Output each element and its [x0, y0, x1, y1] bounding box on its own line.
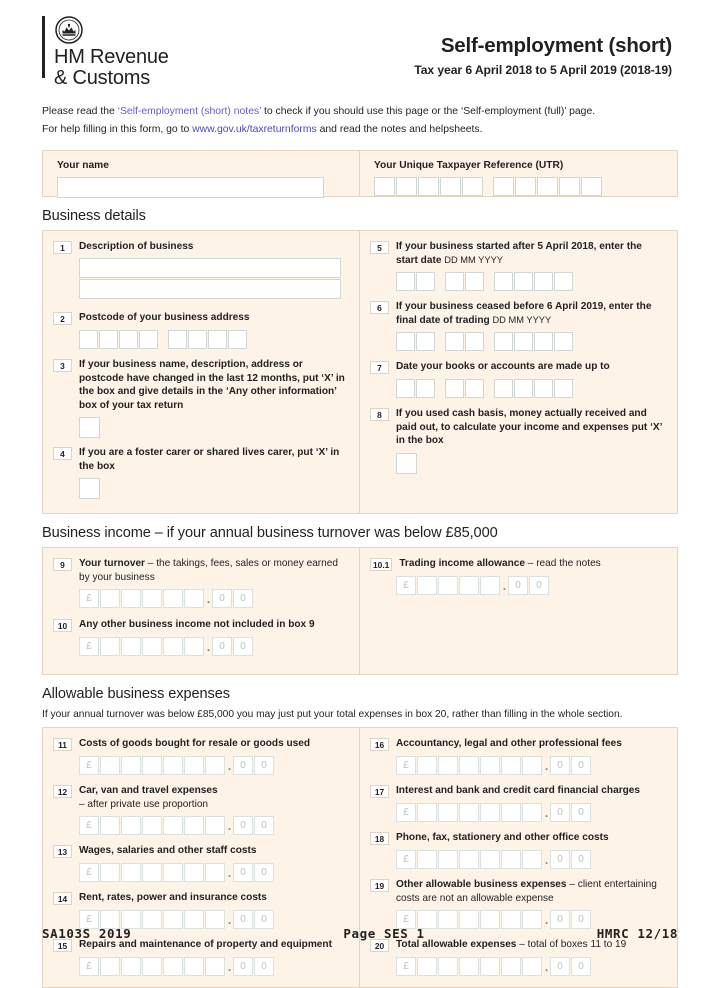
currency-symbol: £ — [396, 756, 416, 775]
amount-cell[interactable] — [163, 863, 183, 882]
amount-cell[interactable] — [100, 957, 120, 976]
postcode-cell[interactable] — [188, 330, 207, 349]
decimal-point: . — [544, 959, 549, 974]
question-19-text-rest: – client entertaining costs are not an allowable expense — [396, 879, 657, 904]
amount-cell[interactable] — [142, 957, 162, 976]
box-number-19: 19 — [370, 879, 389, 892]
page-header — [30, 0, 690, 89]
box-number-1: 1 — [53, 241, 72, 254]
decimal-point: . — [227, 758, 232, 773]
question-19-text: Other allowable business expenses — [396, 879, 567, 890]
amount-cell[interactable] — [142, 589, 162, 608]
question-3 — [53, 358, 347, 412]
utr-cell[interactable] — [418, 177, 439, 196]
pence-cell[interactable]: 0 — [508, 576, 528, 595]
postcode-cell[interactable] — [99, 330, 118, 349]
box-number-3: 3 — [53, 359, 72, 372]
question-17-label: Interest and bank and credit card financial charges — [396, 785, 641, 796]
box-number-6: 6 — [370, 301, 389, 314]
ceased-date-mm-cell[interactable] — [465, 332, 484, 351]
intro-line-1 — [42, 103, 678, 121]
decimal-point: . — [227, 959, 232, 974]
question-1-label: Description of business — [79, 241, 194, 252]
amount-cell[interactable] — [184, 756, 204, 775]
wages-salaries-input[interactable] — [79, 863, 347, 882]
section-heading-allowable-expenses: Allowable business expenses — [42, 686, 230, 702]
amount-cell[interactable] — [184, 957, 204, 976]
footer-form-code: SA103S 2019 — [42, 926, 132, 941]
allowable-expenses-left-column — [43, 728, 360, 987]
amount-cell[interactable] — [121, 637, 141, 656]
question-6 — [370, 300, 665, 327]
decimal-point: . — [227, 818, 232, 833]
amount-cell[interactable] — [480, 803, 500, 822]
currency-symbol: £ — [396, 910, 416, 929]
currency-symbol: £ — [79, 589, 99, 608]
start-date-yyyy-cell[interactable] — [514, 272, 533, 291]
question-10-1-text: Trading income allowance — [399, 558, 525, 569]
pence-cell[interactable]: 0 — [571, 850, 591, 869]
question-13-label: Wages, salaries and other staff costs — [79, 845, 257, 856]
pence-cell[interactable]: 0 — [254, 816, 274, 835]
decimal-point: . — [227, 912, 232, 927]
amount-cell[interactable] — [142, 756, 162, 775]
turnover-amount-input[interactable] — [79, 589, 347, 608]
amount-cell[interactable] — [438, 850, 458, 869]
box-number-2: 2 — [53, 312, 72, 325]
amount-cell[interactable] — [459, 803, 479, 822]
interest-bank-charges-input[interactable] — [396, 803, 665, 822]
tax-year-subtitle: Tax year 6 April 2018 to 5 April 2019 (2018-19) — [414, 63, 672, 77]
business-details-right-column — [360, 231, 677, 513]
question-11-label: Costs of goods bought for resale or goods used — [79, 738, 311, 749]
pence-cell[interactable]: 0 — [254, 863, 274, 882]
ceased-date-yyyy-cell[interactable] — [514, 332, 533, 351]
pence-cell[interactable]: 0 — [571, 957, 591, 976]
decimal-point: . — [544, 758, 549, 773]
currency-symbol: £ — [396, 850, 416, 869]
decimal-point: . — [544, 912, 549, 927]
decimal-point: . — [206, 591, 211, 606]
utr-input[interactable] — [374, 177, 663, 196]
question-16 — [370, 737, 665, 751]
start-date-yyyy-cell[interactable] — [554, 272, 573, 291]
amount-cell[interactable] — [100, 589, 120, 608]
box-number-16: 16 — [370, 738, 389, 751]
intro-line2-a: For help filling in this form, go to — [42, 124, 193, 135]
description-of-business-input-line1[interactable] — [79, 258, 341, 278]
question-10-1-label — [399, 557, 600, 571]
accounts-date-yyyy-cell[interactable] — [554, 379, 573, 398]
amount-cell[interactable] — [480, 576, 500, 595]
start-date-dd-cell[interactable] — [396, 272, 415, 291]
utr-cell[interactable] — [581, 177, 602, 196]
question-2 — [53, 311, 347, 325]
utr-column — [360, 151, 677, 196]
repairs-maintenance-input[interactable] — [79, 957, 347, 976]
question-11 — [53, 737, 347, 751]
accounts-date-dd-cell[interactable] — [416, 379, 435, 398]
amount-cell[interactable] — [522, 850, 542, 869]
amount-cell[interactable] — [522, 803, 542, 822]
amount-cell[interactable] — [205, 756, 225, 775]
intro-line-2 — [42, 121, 678, 139]
question-19-label — [396, 878, 665, 905]
utr-cell[interactable] — [493, 177, 514, 196]
utr-cell[interactable] — [537, 177, 558, 196]
amount-cell[interactable] — [438, 576, 458, 595]
amount-cell[interactable] — [163, 957, 183, 976]
question-13 — [53, 844, 347, 858]
postcode-cell[interactable] — [119, 330, 138, 349]
question-8-label: If you used cash basis, money actually received and paid out, to calculate your income and expenses put ‘X’ in the box — [396, 408, 662, 446]
postcode-cell[interactable] — [79, 330, 98, 349]
amount-cell[interactable] — [438, 957, 458, 976]
pence-cell[interactable]: 0 — [212, 589, 232, 608]
amount-cell[interactable] — [459, 850, 479, 869]
decimal-point: . — [502, 578, 507, 593]
amount-cell[interactable] — [121, 863, 141, 882]
pence-cell[interactable]: 0 — [233, 816, 253, 835]
amount-cell[interactable] — [100, 756, 120, 775]
intro-text — [42, 103, 678, 139]
question-9-text-rest: – the takings, fees, sales or money earned by your business — [79, 558, 339, 583]
amount-cell[interactable] — [522, 957, 542, 976]
amount-cell[interactable] — [501, 803, 521, 822]
amount-cell[interactable] — [438, 756, 458, 775]
currency-symbol: £ — [79, 816, 99, 835]
question-5-label — [396, 240, 665, 267]
question-19 — [370, 878, 665, 905]
question-9-text: Your turnover — [79, 558, 145, 569]
question-9-label — [79, 557, 347, 584]
amount-cell[interactable] — [480, 957, 500, 976]
total-allowable-expenses-input[interactable] — [396, 957, 665, 976]
question-18-label: Phone, fax, stationery and other office costs — [396, 832, 609, 843]
currency-symbol: £ — [79, 863, 99, 882]
business-details-panel — [42, 230, 678, 514]
amount-cell[interactable] — [184, 863, 204, 882]
start-date-mm-cell[interactable] — [445, 272, 464, 291]
accountancy-legal-input[interactable] — [396, 756, 665, 775]
section-heading-business-details: Business details — [42, 208, 146, 224]
amount-cell[interactable] — [417, 850, 437, 869]
allowable-expenses-note: If your annual turnover was below £85,000 you may just put your total expenses in box 20, rather than filling in the whole section. — [42, 709, 623, 720]
amount-cell[interactable] — [501, 756, 521, 775]
description-of-business-input-line2[interactable] — [79, 279, 341, 299]
amount-cell[interactable] — [121, 816, 141, 835]
brand-rule — [42, 16, 45, 78]
box-number-15: 15 — [53, 939, 72, 952]
pence-cell[interactable]: 0 — [233, 957, 253, 976]
decimal-point: . — [227, 865, 232, 880]
currency-symbol: £ — [79, 756, 99, 775]
allowable-expenses-panel — [42, 727, 678, 988]
pence-cell[interactable]: 0 — [571, 910, 591, 929]
identity-panel — [42, 150, 678, 197]
postcode-cell[interactable] — [228, 330, 247, 349]
amount-cell[interactable] — [459, 576, 479, 595]
foster-carer-tickbox[interactable] — [79, 478, 100, 499]
ceased-date-mm-cell[interactable] — [445, 332, 464, 351]
currency-symbol: £ — [396, 803, 416, 822]
pence-cell[interactable]: 0 — [550, 957, 570, 976]
question-2-label: Postcode of your business address — [79, 312, 250, 323]
ceased-date-dd-cell[interactable] — [416, 332, 435, 351]
pence-cell[interactable]: 0 — [550, 850, 570, 869]
ceased-date-yyyy-cell[interactable] — [494, 332, 513, 351]
question-10-label: Any other business income not included in box 9 — [79, 619, 315, 630]
postcode-cell[interactable] — [208, 330, 227, 349]
box-number-11: 11 — [53, 738, 72, 751]
business-income-panel — [42, 547, 678, 675]
pence-cell[interactable]: 0 — [550, 756, 570, 775]
utr-cell[interactable] — [515, 177, 536, 196]
start-date-yyyy-cell[interactable] — [494, 272, 513, 291]
question-14 — [53, 891, 347, 905]
hmrc-branding — [42, 14, 169, 89]
page-title: Self-employment (short) — [440, 34, 672, 57]
utr-cell[interactable] — [374, 177, 395, 196]
accounts-date-yyyy-cell[interactable] — [494, 379, 513, 398]
amount-cell[interactable] — [121, 589, 141, 608]
box-number-8: 8 — [370, 408, 389, 421]
amount-cell[interactable] — [417, 756, 437, 775]
question-7-label: Date your books or accounts are made up to — [396, 361, 610, 372]
trading-income-allowance-input[interactable] — [396, 576, 665, 595]
amount-cell[interactable] — [163, 756, 183, 775]
decimal-point: . — [206, 639, 211, 654]
amount-cell[interactable] — [142, 863, 162, 882]
pence-cell[interactable]: 0 — [571, 756, 591, 775]
question-5 — [370, 240, 665, 267]
question-4-label: If you are a foster carer or shared lives carer, put ‘X’ in the box — [79, 447, 340, 472]
box-number-13: 13 — [53, 845, 72, 858]
pence-cell[interactable]: 0 — [233, 910, 253, 929]
hmrc-name-line1: HM Revenue — [54, 46, 169, 68]
question-17 — [370, 784, 665, 798]
start-date-dd-cell[interactable] — [416, 272, 435, 291]
pence-cell[interactable]: 0 — [233, 756, 253, 775]
amount-cell[interactable] — [501, 957, 521, 976]
question-7 — [370, 360, 665, 374]
amount-cell[interactable] — [205, 863, 225, 882]
postcode-input[interactable] — [79, 330, 347, 349]
currency-symbol: £ — [396, 576, 416, 595]
question-15-label: Repairs and maintenance of property and equipment — [79, 939, 332, 950]
postcode-cell[interactable] — [139, 330, 158, 349]
box-number-18: 18 — [370, 832, 389, 845]
pence-cell[interactable]: 0 — [233, 637, 253, 656]
section-heading-business-income: Business income – if your annual business turnover was below £85,000 — [42, 525, 498, 541]
page-footer — [42, 926, 678, 941]
box-number-10-1: 10.1 — [370, 558, 392, 571]
currency-symbol: £ — [79, 637, 99, 656]
amount-cell[interactable] — [100, 863, 120, 882]
question-10-1 — [370, 557, 665, 571]
intro-line1-a: Please read the — [42, 106, 118, 117]
question-10 — [53, 618, 347, 632]
pence-cell[interactable]: 0 — [550, 803, 570, 822]
box-number-17: 17 — [370, 785, 389, 798]
utr-cell[interactable] — [559, 177, 580, 196]
question-20-text-rest: – total of boxes 11 to 19 — [516, 939, 627, 950]
amount-cell[interactable] — [184, 816, 204, 835]
accounts-date-dd-cell[interactable] — [396, 379, 415, 398]
amount-cell[interactable] — [100, 637, 120, 656]
box-number-4: 4 — [53, 447, 72, 460]
question-6-label — [396, 300, 665, 327]
amount-cell[interactable] — [205, 816, 225, 835]
your-name-input[interactable] — [57, 177, 324, 198]
pence-cell[interactable]: 0 — [571, 803, 591, 822]
intro-line2-b: and read the notes and helpsheets. — [316, 124, 483, 135]
pence-cell[interactable]: 0 — [254, 910, 274, 929]
hmrc-name-line2: & Customs — [54, 67, 151, 89]
question-5-text: If your business started after 5 April 2018, enter the start date — [396, 241, 642, 266]
amount-cell[interactable] — [205, 957, 225, 976]
currency-symbol: £ — [79, 957, 99, 976]
box-number-9: 9 — [53, 558, 72, 571]
other-income-amount-input[interactable] — [79, 637, 347, 656]
accounts-date-input[interactable] — [396, 379, 665, 398]
amount-cell[interactable] — [480, 756, 500, 775]
cost-of-goods-input[interactable] — [79, 756, 347, 775]
box-number-12: 12 — [53, 785, 72, 798]
amount-cell[interactable] — [121, 957, 141, 976]
question-12 — [53, 784, 347, 811]
question-18 — [370, 831, 665, 845]
business-details-changed-tickbox[interactable] — [79, 417, 100, 438]
amount-cell[interactable] — [501, 850, 521, 869]
amount-cell[interactable] — [163, 589, 183, 608]
utr-cell[interactable] — [396, 177, 417, 196]
ceased-date-yyyy-cell[interactable] — [554, 332, 573, 351]
utr-cell[interactable] — [440, 177, 461, 196]
amount-cell[interactable] — [100, 816, 120, 835]
box-number-20: 20 — [370, 939, 389, 952]
accounts-date-mm-cell[interactable] — [445, 379, 464, 398]
box-number-7: 7 — [370, 361, 389, 374]
phone-office-costs-input[interactable] — [396, 850, 665, 869]
amount-cell[interactable] — [417, 576, 437, 595]
question-12-label — [79, 784, 218, 811]
pence-cell[interactable]: 0 — [254, 957, 274, 976]
accounts-date-mm-cell[interactable] — [465, 379, 484, 398]
box-number-14: 14 — [53, 892, 72, 905]
currency-symbol: £ — [396, 957, 416, 976]
decimal-point: . — [544, 805, 549, 820]
utr-label: Your Unique Taxpayer Reference (UTR) — [374, 160, 564, 171]
amount-cell[interactable] — [121, 756, 141, 775]
business-income-left-column — [43, 548, 360, 674]
business-income-right-column — [360, 548, 677, 674]
amount-cell[interactable] — [480, 850, 500, 869]
start-date-input[interactable] — [396, 272, 665, 291]
box-number-5: 5 — [370, 241, 389, 254]
amount-cell[interactable] — [459, 756, 479, 775]
pence-cell[interactable]: 0 — [233, 589, 253, 608]
question-12-text: Car, van and travel expenses — [79, 785, 218, 796]
accounts-date-yyyy-cell[interactable] — [534, 379, 553, 398]
question-8 — [370, 407, 665, 448]
utr-cell[interactable] — [462, 177, 483, 196]
question-1 — [53, 240, 347, 254]
amount-cell[interactable] — [438, 803, 458, 822]
accounts-date-yyyy-cell[interactable] — [514, 379, 533, 398]
royal-crown-icon — [54, 15, 84, 45]
ceased-date-yyyy-cell[interactable] — [534, 332, 553, 351]
title-block — [414, 14, 678, 77]
intro-line1-b: to check if you should use this page or the ‘Self-employment (full)’ page. — [261, 106, 596, 117]
car-van-travel-input[interactable] — [79, 816, 347, 835]
amount-cell[interactable] — [184, 589, 204, 608]
start-date-mm-cell[interactable] — [465, 272, 484, 291]
ceased-date-dd-cell[interactable] — [396, 332, 415, 351]
question-14-label: Rent, rates, power and insurance costs — [79, 892, 267, 903]
your-name-label: Your name — [57, 160, 109, 171]
decimal-point: . — [544, 852, 549, 867]
footer-hmrc-ref: HMRC 12/18 — [596, 926, 678, 941]
question-10-1-text-rest: – read the notes — [524, 558, 601, 569]
amount-cell[interactable] — [417, 803, 437, 822]
question-3-label: If your business name, description, address or postcode have changed in the last 12 months, put ‘X’ in the box and give details in the ‘Any other information’ box of your tax return — [79, 359, 345, 411]
amount-cell[interactable] — [522, 756, 542, 775]
question-4 — [53, 446, 347, 473]
question-20-text: Total allowable expenses — [396, 939, 517, 950]
box-number-10: 10 — [53, 619, 72, 632]
taxreturnforms-link[interactable]: www.gov.uk/taxreturnforms — [192, 124, 317, 135]
pence-cell[interactable]: 0 — [212, 637, 232, 656]
currency-symbol: £ — [79, 910, 99, 929]
question-16-label: Accountancy, legal and other professional fees — [396, 738, 622, 749]
business-details-left-column — [43, 231, 360, 513]
self-employment-notes-link[interactable]: ‘Self-employment (short) notes’ — [117, 106, 262, 117]
question-5-hint: DD MM YYYY — [444, 254, 503, 265]
amount-cell[interactable] — [184, 637, 204, 656]
footer-page-number: Page SES 1 — [343, 926, 425, 941]
allowable-expenses-right-column — [360, 728, 677, 987]
question-6-hint: DD MM YYYY — [492, 314, 552, 325]
amount-cell[interactable] — [163, 637, 183, 656]
cash-basis-tickbox[interactable] — [396, 453, 417, 474]
amount-cell[interactable] — [142, 816, 162, 835]
question-12-subtext: – after private use proportion — [79, 798, 209, 810]
amount-cell[interactable] — [417, 957, 437, 976]
pence-cell[interactable]: 0 — [550, 910, 570, 929]
name-column — [43, 151, 360, 196]
start-date-yyyy-cell[interactable] — [534, 272, 553, 291]
amount-cell[interactable] — [142, 637, 162, 656]
pence-cell[interactable]: 0 — [529, 576, 549, 595]
pence-cell[interactable]: 0 — [254, 756, 274, 775]
question-9 — [53, 557, 347, 584]
pence-cell[interactable]: 0 — [233, 863, 253, 882]
question-6-text: If your business ceased before 6 April 2019, enter the final date of trading — [396, 301, 652, 326]
postcode-cell[interactable] — [168, 330, 187, 349]
ceased-date-input[interactable] — [396, 332, 665, 351]
amount-cell[interactable] — [459, 957, 479, 976]
amount-cell[interactable] — [163, 816, 183, 835]
